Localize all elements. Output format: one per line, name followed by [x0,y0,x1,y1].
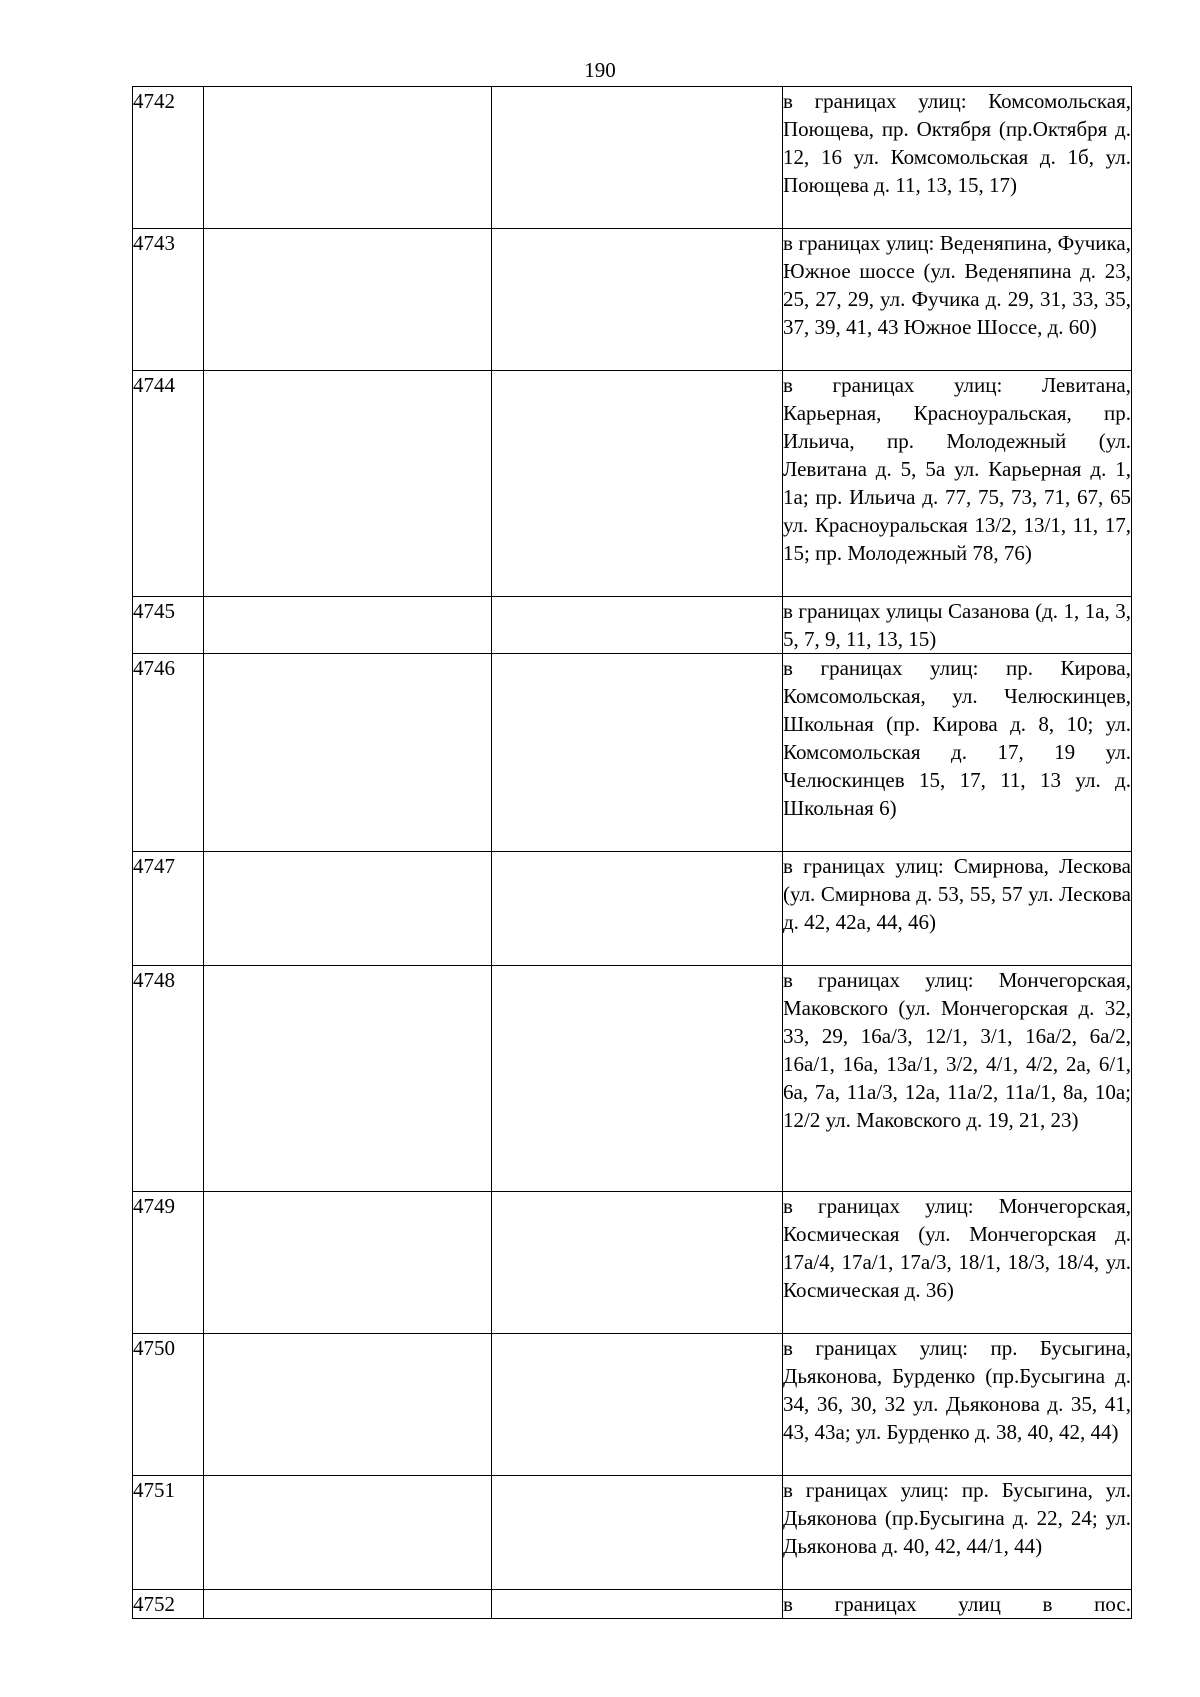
row-number: 4752 [133,1590,204,1619]
page-number: 190 [584,58,616,82]
empty-cell [204,1590,492,1619]
row-number: 4751 [133,1476,204,1590]
empty-cell [204,597,492,654]
table-row [133,371,1132,597]
table-row [133,87,1132,229]
address-description: в границах улицы Сазанова (д. 1, 1а, 3, 5, 7, 9, 11, 13, 15) [783,597,1132,654]
table-row [133,1334,1132,1476]
table-row [133,1476,1132,1590]
address-description: в границах улиц: Смирнова, Лескова (ул. Смирнова д. 53, 55, 57 ул. Лескова д. 42, 42а, 44, 46) [783,852,1132,966]
address-description: в границах улиц в пос. [783,1590,1132,1619]
empty-cell [204,371,492,597]
address-description: в границах улиц: пр. Бусыгина, ул. Дьяконова (пр.Бусыгина д. 22, 24; ул. Дьяконова д. 40, 42, 44/1, 44) [783,1476,1132,1590]
row-number: 4743 [133,229,204,371]
empty-cell [492,1590,783,1619]
empty-cell [204,654,492,852]
row-number: 4750 [133,1334,204,1476]
empty-cell [204,852,492,966]
empty-cell [204,229,492,371]
address-description: в границах улиц: Веденяпина, Фучика, Южное шоссе (ул. Веденяпина д. 23, 25, 27, 29, ул. Фучика д. 29, 31, 33, 35, 37, 39, 41, 43 Южное Шоссе, д. 60) [783,229,1132,371]
empty-cell [204,966,492,1192]
address-description: в границах улиц: пр. Кирова, Комсомольская, ул. Челюскинцев, Школьная (пр. Кирова д. 8, 10; ул. Комсомольская д. 17, 19 ул. Челюскинцев 15, 17, 11, 13 ул. д. Школьная 6) [783,654,1132,852]
row-number: 4745 [133,597,204,654]
row-number: 4748 [133,966,204,1192]
empty-cell [492,966,783,1192]
row-number: 4747 [133,852,204,966]
table-row [133,597,1132,654]
empty-cell [492,1192,783,1334]
empty-cell [492,597,783,654]
table-row [133,966,1132,1192]
empty-cell [204,1334,492,1476]
row-number: 4749 [133,1192,204,1334]
table-row [133,229,1132,371]
table-row [133,654,1132,852]
row-number: 4742 [133,87,204,229]
address-description: в границах улиц: Мончегорская, Маковского (ул. Мончегорская д. 32, 33, 29, 16а/3, 12/1, 3/1, 16а/2, 6а/2, 16а/1, 16а, 13а/1, 3/2, 4/1, 4/2, 2а, 6/1, 6а, 7а, 11а/3, 12а, 11а/2, 11а/1, 8а, 10а; 12/2 ул. Маковского д. 19, 21, 23) [783,966,1132,1192]
address-description: в границах улиц: пр. Бусыгина, Дьяконова, Бурденко (пр.Бусыгина д. 34, 36, 30, 32 ул. Дьяконова д. 35, 41, 43, 43а; ул. Бурденко д. 38, 40, 42, 44) [783,1334,1132,1476]
table-row [133,852,1132,966]
address-table [132,86,1132,1619]
empty-cell [204,1476,492,1590]
table-row [133,1590,1132,1619]
empty-cell [492,371,783,597]
empty-cell [492,87,783,229]
empty-cell [492,1476,783,1590]
empty-cell [204,87,492,229]
row-number: 4744 [133,371,204,597]
address-description: в границах улиц: Комсомольская, Поющева, пр. Октября (пр.Октября д. 12, 16 ул. Комсомольская д. 1б, ул. Поющева д. 11, 13, 15, 17) [783,87,1132,229]
row-number: 4746 [133,654,204,852]
empty-cell [492,654,783,852]
empty-cell [492,229,783,371]
table-row [133,1192,1132,1334]
empty-cell [492,852,783,966]
empty-cell [204,1192,492,1334]
address-description: в границах улиц: Мончегорская, Космическая (ул. Мончегорская д. 17а/4, 17а/1, 17а/3, 18/1, 18/3, 18/4, ул. Космическая д. 36) [783,1192,1132,1334]
address-description: в границах улиц: Левитана, Карьерная, Красноуральская, пр. Ильича, пр. Молодежный (ул. Левитана д. 5, 5а ул. Карьерная д. 1, 1а; пр. Ильича д. 77, 75, 73, 71, 67, 65 ул. Красноуральская 13/2, 13/1, 11, 17, 15; пр. Молодежный 78, 76) [783,371,1132,597]
empty-cell [492,1334,783,1476]
